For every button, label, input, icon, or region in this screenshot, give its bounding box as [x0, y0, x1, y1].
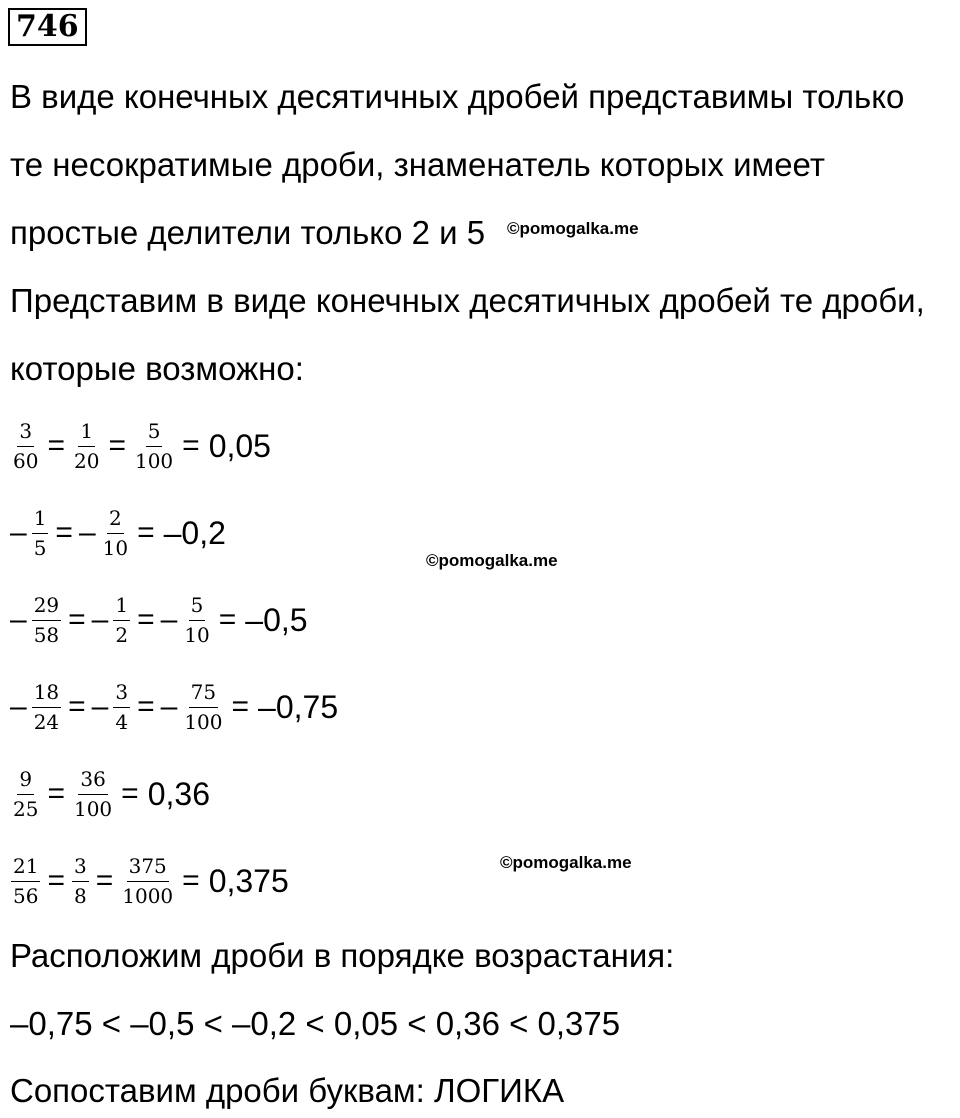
transition-line-2: которые возможно: — [10, 350, 304, 387]
equation-row-6: $\frac{21}{56}$ = $\frac{3}{8}$ = $\frac{375}{1000}$ = 0,375 — [13, 853, 289, 908]
task-number: 746 — [8, 8, 87, 46]
intro-line-2: те несократимые дроби, знаменатель которых имеет — [10, 146, 825, 183]
result: 0,05 — [208, 427, 271, 464]
fraction: $\frac{75}{100}$ — [184, 679, 223, 734]
fraction: $\frac{3}{4}$ — [115, 679, 129, 734]
result: –0,2 — [163, 514, 226, 551]
fraction: $\frac{2}{10}$ — [102, 505, 129, 560]
intro-line-3: простые делители только 2 и 5 — [10, 214, 486, 251]
watermark-3: ©pomogalka.me — [500, 853, 632, 872]
result: 0,36 — [147, 775, 210, 812]
fraction: $\frac{1}{20}$ — [73, 418, 100, 473]
fraction: $\frac{1}{2}$ — [115, 592, 129, 647]
fraction: $\frac{5}{100}$ — [134, 418, 174, 473]
fraction: $\frac{3}{8}$ — [73, 853, 87, 908]
equation-row-5: $\frac{9}{25}$ = $\frac{36}{100}$ = 0,36 — [13, 766, 210, 821]
transition-line-1: Представим в виде конечных десятичных дробей те дроби, — [10, 282, 925, 319]
intro-line-1: В виде конечных десятичных дробей представимы только — [10, 78, 905, 115]
result: –0,75 — [258, 688, 339, 725]
fraction: $\frac{5}{10}$ — [184, 592, 210, 647]
fraction: $\frac{36}{100}$ — [73, 766, 113, 821]
equation-row-1: $\frac{3}{60}$ = $\frac{1}{20}$ = $\frac{5}{100}$ = 0,05 — [13, 418, 271, 473]
fraction: $\frac{21}{56}$ — [13, 853, 39, 908]
fraction: $\frac{375}{1000}$ — [122, 853, 174, 908]
equation-row-4: – $\frac{18}{24}$ = – $\frac{3}{4}$ = – $\frac{75}{100}$ = –0,75 — [10, 679, 339, 734]
fraction: $\frac{9}{25}$ — [13, 766, 39, 821]
watermark-2: ©pomogalka.me — [426, 551, 558, 570]
ordering-heading: Расположим дроби в порядке возрастания: — [10, 937, 675, 974]
watermark-1: ©pomogalka.me — [507, 219, 639, 238]
fraction: $\frac{18}{24}$ — [33, 679, 60, 734]
conclusion: Сопоставим дроби буквам: ЛОГИКА — [10, 1072, 565, 1109]
result: 0,375 — [208, 862, 289, 899]
fraction: $\frac{29}{58}$ — [33, 592, 60, 647]
ordering-result: –0,75 < –0,5 < –0,2 < 0,05 < 0,36 < 0,375 — [10, 1005, 621, 1042]
fraction: $\frac{1}{5}$ — [33, 505, 47, 560]
equation-row-3: – $\frac{29}{58}$ = – $\frac{1}{2}$ = – $\frac{5}{10}$ = –0,5 — [10, 592, 308, 647]
fraction: $\frac{3}{60}$ — [13, 418, 39, 473]
equation-row-2: – $\frac{1}{5}$ = – $\frac{2}{10}$ = –0,2 — [10, 505, 226, 560]
result: –0,5 — [245, 601, 308, 638]
